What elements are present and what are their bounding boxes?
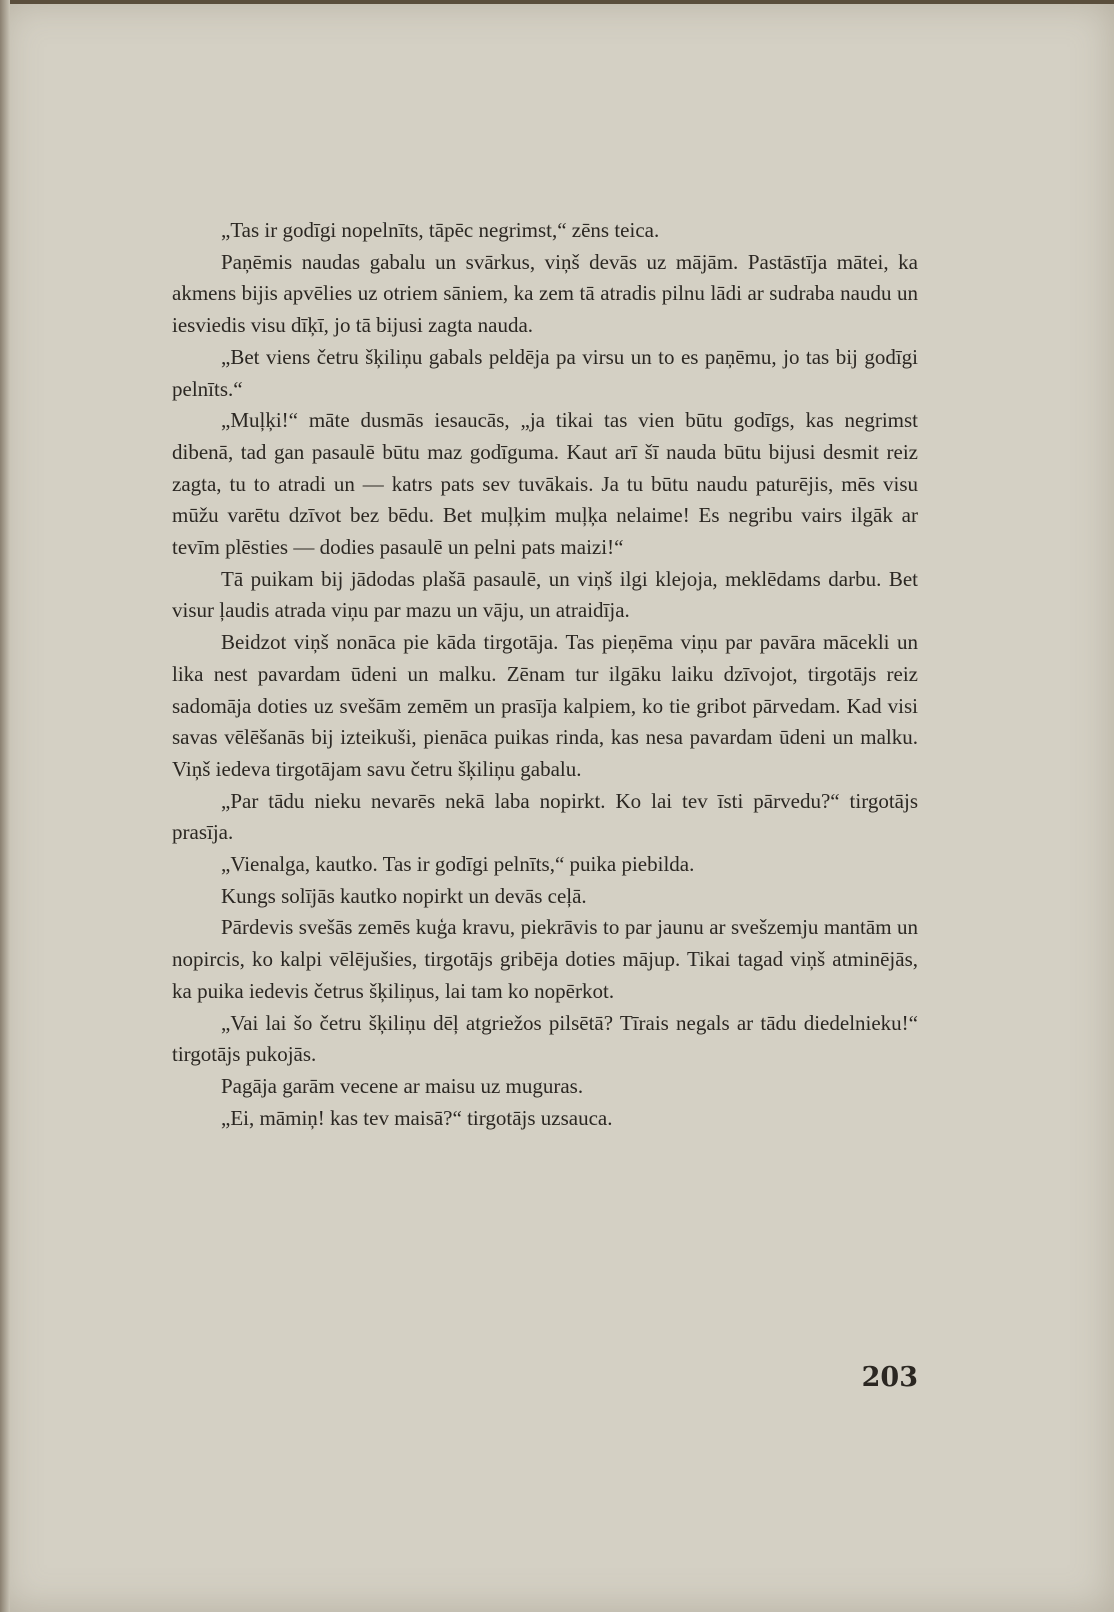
paragraph: Pārdevis svešās zemēs kuģa kravu, piekrāvis to par jaunu ar svešzemju mantām un nopircis, ko kalpi vēlējušies, tirgotājs gribēja doties mājup. Tikai tagad viņš atminējās, ka puika iedevis četrus šķiliņus, lai tam ko nopērkot. bbox=[172, 915, 918, 1003]
paragraph: „Vai lai šo četru šķiliņu dēļ atgriežos pilsētā? Tīrais negals ar tādu diedelnieku!“ tirgotājs pukojās. bbox=[172, 1010, 918, 1067]
paragraph: Kungs solījās kautko nopirkt un devās ceļā. bbox=[221, 883, 587, 908]
paragraph: „Ei, māmiņ! kas tev maisā?“ tirgotājs uzsauca. bbox=[221, 1105, 613, 1130]
paragraph: „Muļķi!“ māte dusmās iesaucās, „ja tikai tas vien būtu godīgs, kas negrimst dibenā, tad gan pasaulē būtu maz godīguma. Kaut arī šī nauda būtu bijusi desmit reiz zagta, tu to atradi un — katrs pats sev tuvākais. Ja tu būtu naudu paturējis, mēs visu mūžu varētu dzīvot bez bēdu. Bet muļķim muļķa nelaime! Es negribu vairs ilgāk ar tevīm plēsties — dodies pasaulē un pelni pats maizi!“ bbox=[172, 408, 918, 560]
paragraph: Tā puikam bij jādodas plašā pasaulē, un viņš ilgi klejoja, meklēdams darbu. Bet visur ļaudis atrada viņu par mazu un vāju, un atraidīja. bbox=[172, 566, 918, 623]
page-number: 203 bbox=[861, 1362, 918, 1393]
paragraph: „Bet viens četru šķiliņu gabals peldēja pa virsu un to es paņēmu, jo tas bij godīgi pelnīts.“ bbox=[172, 344, 918, 401]
page-top-edge bbox=[0, 0, 1114, 4]
paragraph: Paņēmis naudas gabalu un svārkus, viņš devās uz mājām. Pastāstīja mātei, ka akmens bijis apvēlies uz otriem sāniem, ka zem tā atradis pilnu lādi ar sudraba naudu un iesviedis visu dīķī, jo tā bijusi zagta nauda. bbox=[172, 249, 918, 338]
page-binding-edge bbox=[0, 0, 10, 1612]
paragraph: „Vienalga, kautko. Tas ir godīgi pelnīts,“ puika piebilda. bbox=[221, 852, 695, 877]
paragraph: „Tas ir godīgi nopelnīts, tāpēc negrimst,“ zēns teica. bbox=[221, 218, 660, 242]
paragraph: Pagāja garām vecene ar maisu uz muguras. bbox=[221, 1073, 584, 1098]
paragraph: Beidzot viņš nonāca pie kāda tirgotāja. Tas pieņēma viņu par pavāra mācekli un lika nest pavardam ūdeni un malku. Zēnam tur ilgāku laiku dzīvojot, tirgotājs reiz sadomāja doties uz svešām zemēm un prasīja kalpiem, ko tie gribot pārvedam. Kad visi savas vēlēšanās bij izteikuši, pienāca puikas rinda, kas nesa pavardam ūdeni un malku. Viņš iedeva tirgotājam savu četru šķiliņu gabalu. bbox=[172, 630, 918, 781]
body-text bbox=[172, 215, 918, 1134]
paragraph: „Par tādu nieku nevarēs nekā laba nopirkt. Ko lai tev īsti pārvedu?“ tirgotājs prasīja. bbox=[172, 788, 918, 845]
